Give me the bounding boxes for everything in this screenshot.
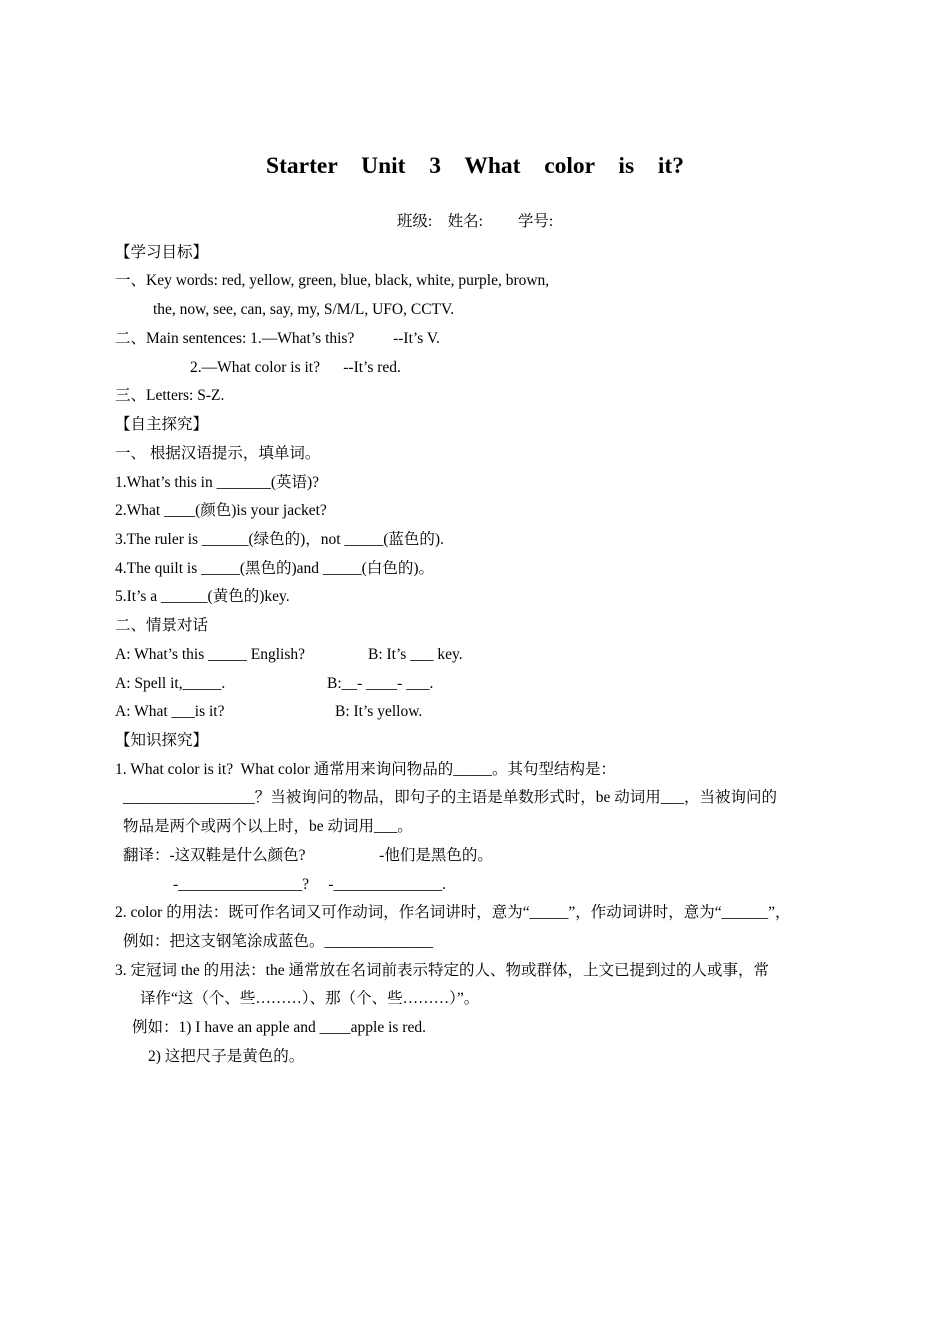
- section-learning-goals: 【学习目标】: [115, 244, 209, 261]
- knowledge-1-line-2: _________________？当被询问的物品，即句子的主语是单数形式时，be 动词用___，当被询问的: [123, 789, 778, 806]
- question-1: 1.What’s this in _______(英语)?: [115, 474, 320, 491]
- knowledge-2-line-2: 例如：把这支钢笔涂成蓝色。______________: [123, 933, 434, 950]
- knowledge-3-example-1: 例如：1) I have an apple and ____apple is red.: [132, 1019, 426, 1036]
- knowledge-3-line-1: 3. 定冠词 the 的用法：the 通常放在名词前表示特定的人、物或群体，上文已提到过的人或事，常: [115, 962, 769, 979]
- page-title: Starter Unit 3 What color is it?: [266, 153, 684, 179]
- knowledge-1-line-3: 物品是两个或两个以上时，be 动词用___。: [123, 818, 413, 835]
- knowledge-1-blanks: -________________? -______________.: [173, 876, 446, 893]
- knowledge-3-example-2: 2) 这把尺子是黄色的。: [148, 1048, 305, 1065]
- goal-key-words: 一、Key words: red, yellow, green, blue, black, white, purple, brown,: [115, 272, 550, 289]
- exercise-2-heading: 二、情景对话: [115, 617, 209, 634]
- dialog-2-a: A: Spell it,_____.: [115, 675, 226, 692]
- goal-key-words-cont: the, now, see, can, say, my, S/M/L, UFO, CCTV.: [153, 301, 455, 318]
- question-4: 4.The quilt is _____(黑色的)and _____(白色的)。: [115, 560, 435, 577]
- knowledge-3-line-2: 译作“这（个、些………）、那（个、些………）”。: [140, 990, 480, 1007]
- question-3: 3.The ruler is ______(绿色的)，not _____(蓝色的).: [115, 531, 444, 548]
- goal-main-sentences-cont: 2.—What color is it? --It’s red.: [190, 359, 401, 376]
- goal-main-sentences: 二、Main sentences: 1.—What’s this? --It’s V.: [115, 330, 440, 347]
- class-name-number-line: 班级: 姓名: 学号:: [396, 213, 554, 230]
- knowledge-1-translate: 翻译：-这双鞋是什么颜色? -他们是黑色的。: [123, 847, 493, 864]
- section-knowledge: 【知识探究】: [115, 732, 209, 749]
- dialog-2-b: B:__- ____- ___.: [327, 675, 434, 692]
- exercise-1-heading: 一、 根据汉语提示，填单词。: [115, 445, 321, 462]
- question-2: 2.What ____(颜色)is your jacket?: [115, 502, 327, 519]
- knowledge-2-line-1: 2. color 的用法：既可作名词又可作动词，作名词讲时，意为“_____”，作动词讲时，意为“______”，: [115, 904, 791, 921]
- dialog-3-b: B: It’s yellow.: [335, 703, 423, 720]
- section-self-study: 【自主探究】: [115, 416, 209, 433]
- dialog-1-a: A: What’s this _____ English?: [115, 646, 306, 663]
- dialog-1-b: B: It’s ___ key.: [368, 646, 463, 663]
- knowledge-1-line-1: 1. What color is it? What color 通常用来询问物品的_____。其句型结构是：: [115, 761, 616, 778]
- question-5: 5.It’s a ______(黄色的)key.: [115, 588, 290, 605]
- dialog-3-a: A: What ___is it?: [115, 703, 225, 720]
- goal-letters: 三、Letters: S-Z.: [115, 387, 225, 404]
